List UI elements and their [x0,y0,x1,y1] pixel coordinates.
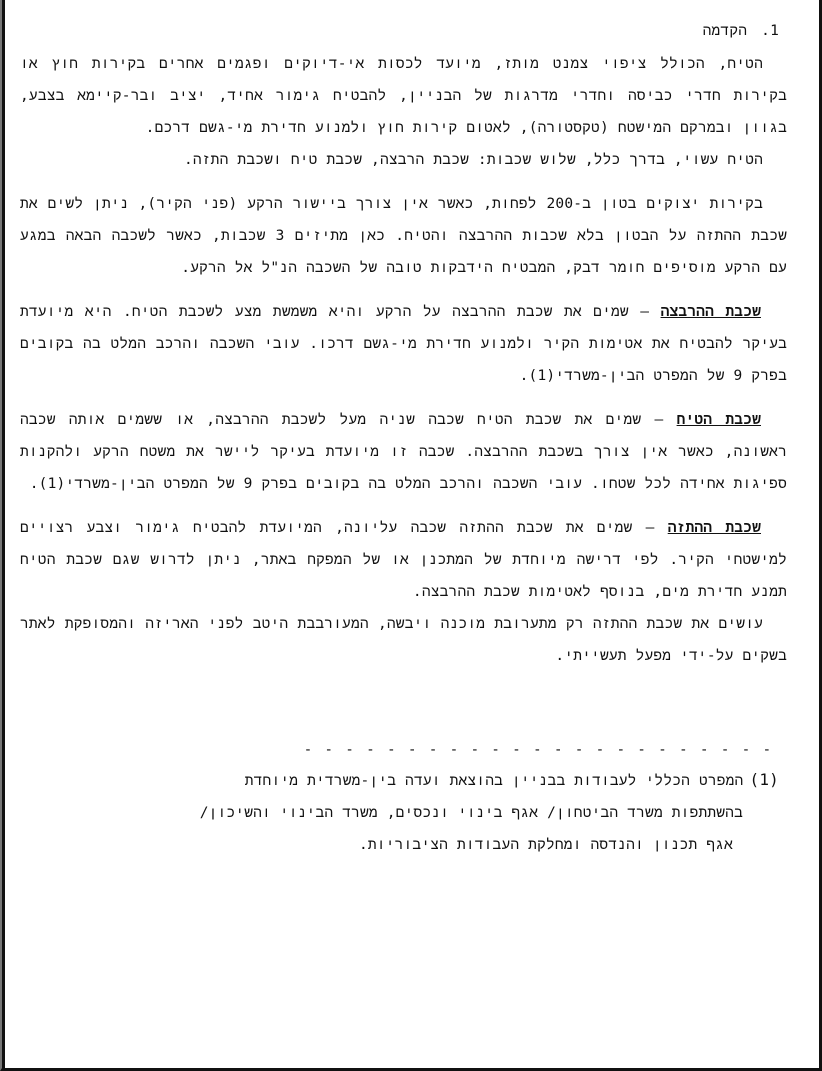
section-title: הקדמה [702,23,748,39]
footnote-ref: (1). [29,476,66,492]
term-tiach: שכבת הטיח [676,412,761,428]
footnote-separator: - - - - - - - - - - - - - - - - - - - - - - - [303,742,773,758]
layer-paragraph-tiach [20,404,787,500]
spacer [20,284,787,296]
spacer [20,500,787,512]
footnote [20,764,787,861]
intro-paragraph-3: בקירות יצוקים בטון ב-200 לפחות, כאשר אין צורך ביישור הרקע (פני הקיר), ניתן לשים את שכבת ההתזה על הבטון בלא שכבות ההרבצה והטיח. כאן מתיזים 3 שכבות, כאשר לשכבה הבאה במגע עם הרקע מוסיפים חומר דבק, המבטיח הידבקות טובה של השכבה הנ"ל אל הרקע. [20,196,787,276]
section-number: 1. [761,23,779,39]
footnote-ref: (1). [519,368,556,384]
document-body [2,0,819,861]
layer-paragraph-hataza [20,512,787,608]
spacer [20,176,787,188]
term-hataza: שכבת ההתזה [667,520,761,536]
term-harbatza: שכבת ההרבצה [660,304,761,320]
section-heading [20,14,787,48]
footnote-mark: (1) [749,770,779,789]
footnote-line-1 [20,764,779,797]
text-harbatza: – שמים את שכבת ההרבצה על הרקע והיא משמשת מצע לשכבת הטיח. היא מיועדת בעיקר להבטיח את אטימות הקיר ולמנוע חדירת מי-גשם דרכו. עובי השכבה והרכב המלט בה בקובים בפרק 9 של המפרט הבין-משרדי [20,304,787,384]
spacer [20,392,787,404]
hataza-paragraph-2: עושים את שכבת ההתזה רק מתערובת מוכנה ויבשה, המעורבבת היטב לפני האריזה והמסופקת לאתר בשקים על-ידי מפעל תעשייתי. [20,616,787,664]
intro-paragraph-1: הטיח, הכולל ציפוי צמנט מותז, מיועד לכסות אי-דיוקים ופגמים אחרים בקירות חוץ או בקירות חדרי כביסה וחדרי מדרגות של הבניין, להבטיח גימור אחיד, יציב ובר-קיימא בצבע, בגוון ובמרקם המישטח (טקסטורה), לאטום קירות חוץ ולמנוע חדירת מי-גשם דרכם. [20,56,787,136]
footnote-text-1: המפרט הכללי לעבודות בבניין בהוצאת ועדה בין-משרדית מיוחדת [244,773,744,789]
footnote-line-3: אגף תכנון והנדסה ומחלקת העבודות הציבוריות. [358,837,733,853]
intro-paragraph-2: הטיח עשוי, בדרך כלל, שלוש שכבות: שכבת הרבצה, שכבת טיח ושכבת התזה. [183,152,763,168]
footnote-line-2: בהשתתפות משרד הביטחון/ אגף בינוי ונכסים, משרד הבינוי והשיכון/ [199,805,743,821]
text-hataza: – שמים את שכבת ההתזה שכבה עליונה, המיועדת להבטיח גימור וצבע רצויים למישטחי הקיר. לפי דרישה מיוחדת של המתכנן או של המפקח באתר, ניתן לדרוש שגם שכבת הטיח תמנע חדירת מים, בנוסף לאטימות שכבת ההרבצה. [20,520,787,600]
layer-paragraph-harbatza [20,296,787,392]
text-tiach: – שמים את שכבת הטיח שכבה שניה מעל לשכבת ההרבצה, או ששמים אותה שכבה ראשונה, כאשר אין צורך בשכבת ההרבצה. שכבה זו מיועדת בעיקר ליישר את משטח הרקע ולהקנות ספיגות אחידה לכל שטחו. עובי השכבה והרכב המלט בה בקובים בפרק 9 של המפרט הבין-משרדי [20,412,787,492]
